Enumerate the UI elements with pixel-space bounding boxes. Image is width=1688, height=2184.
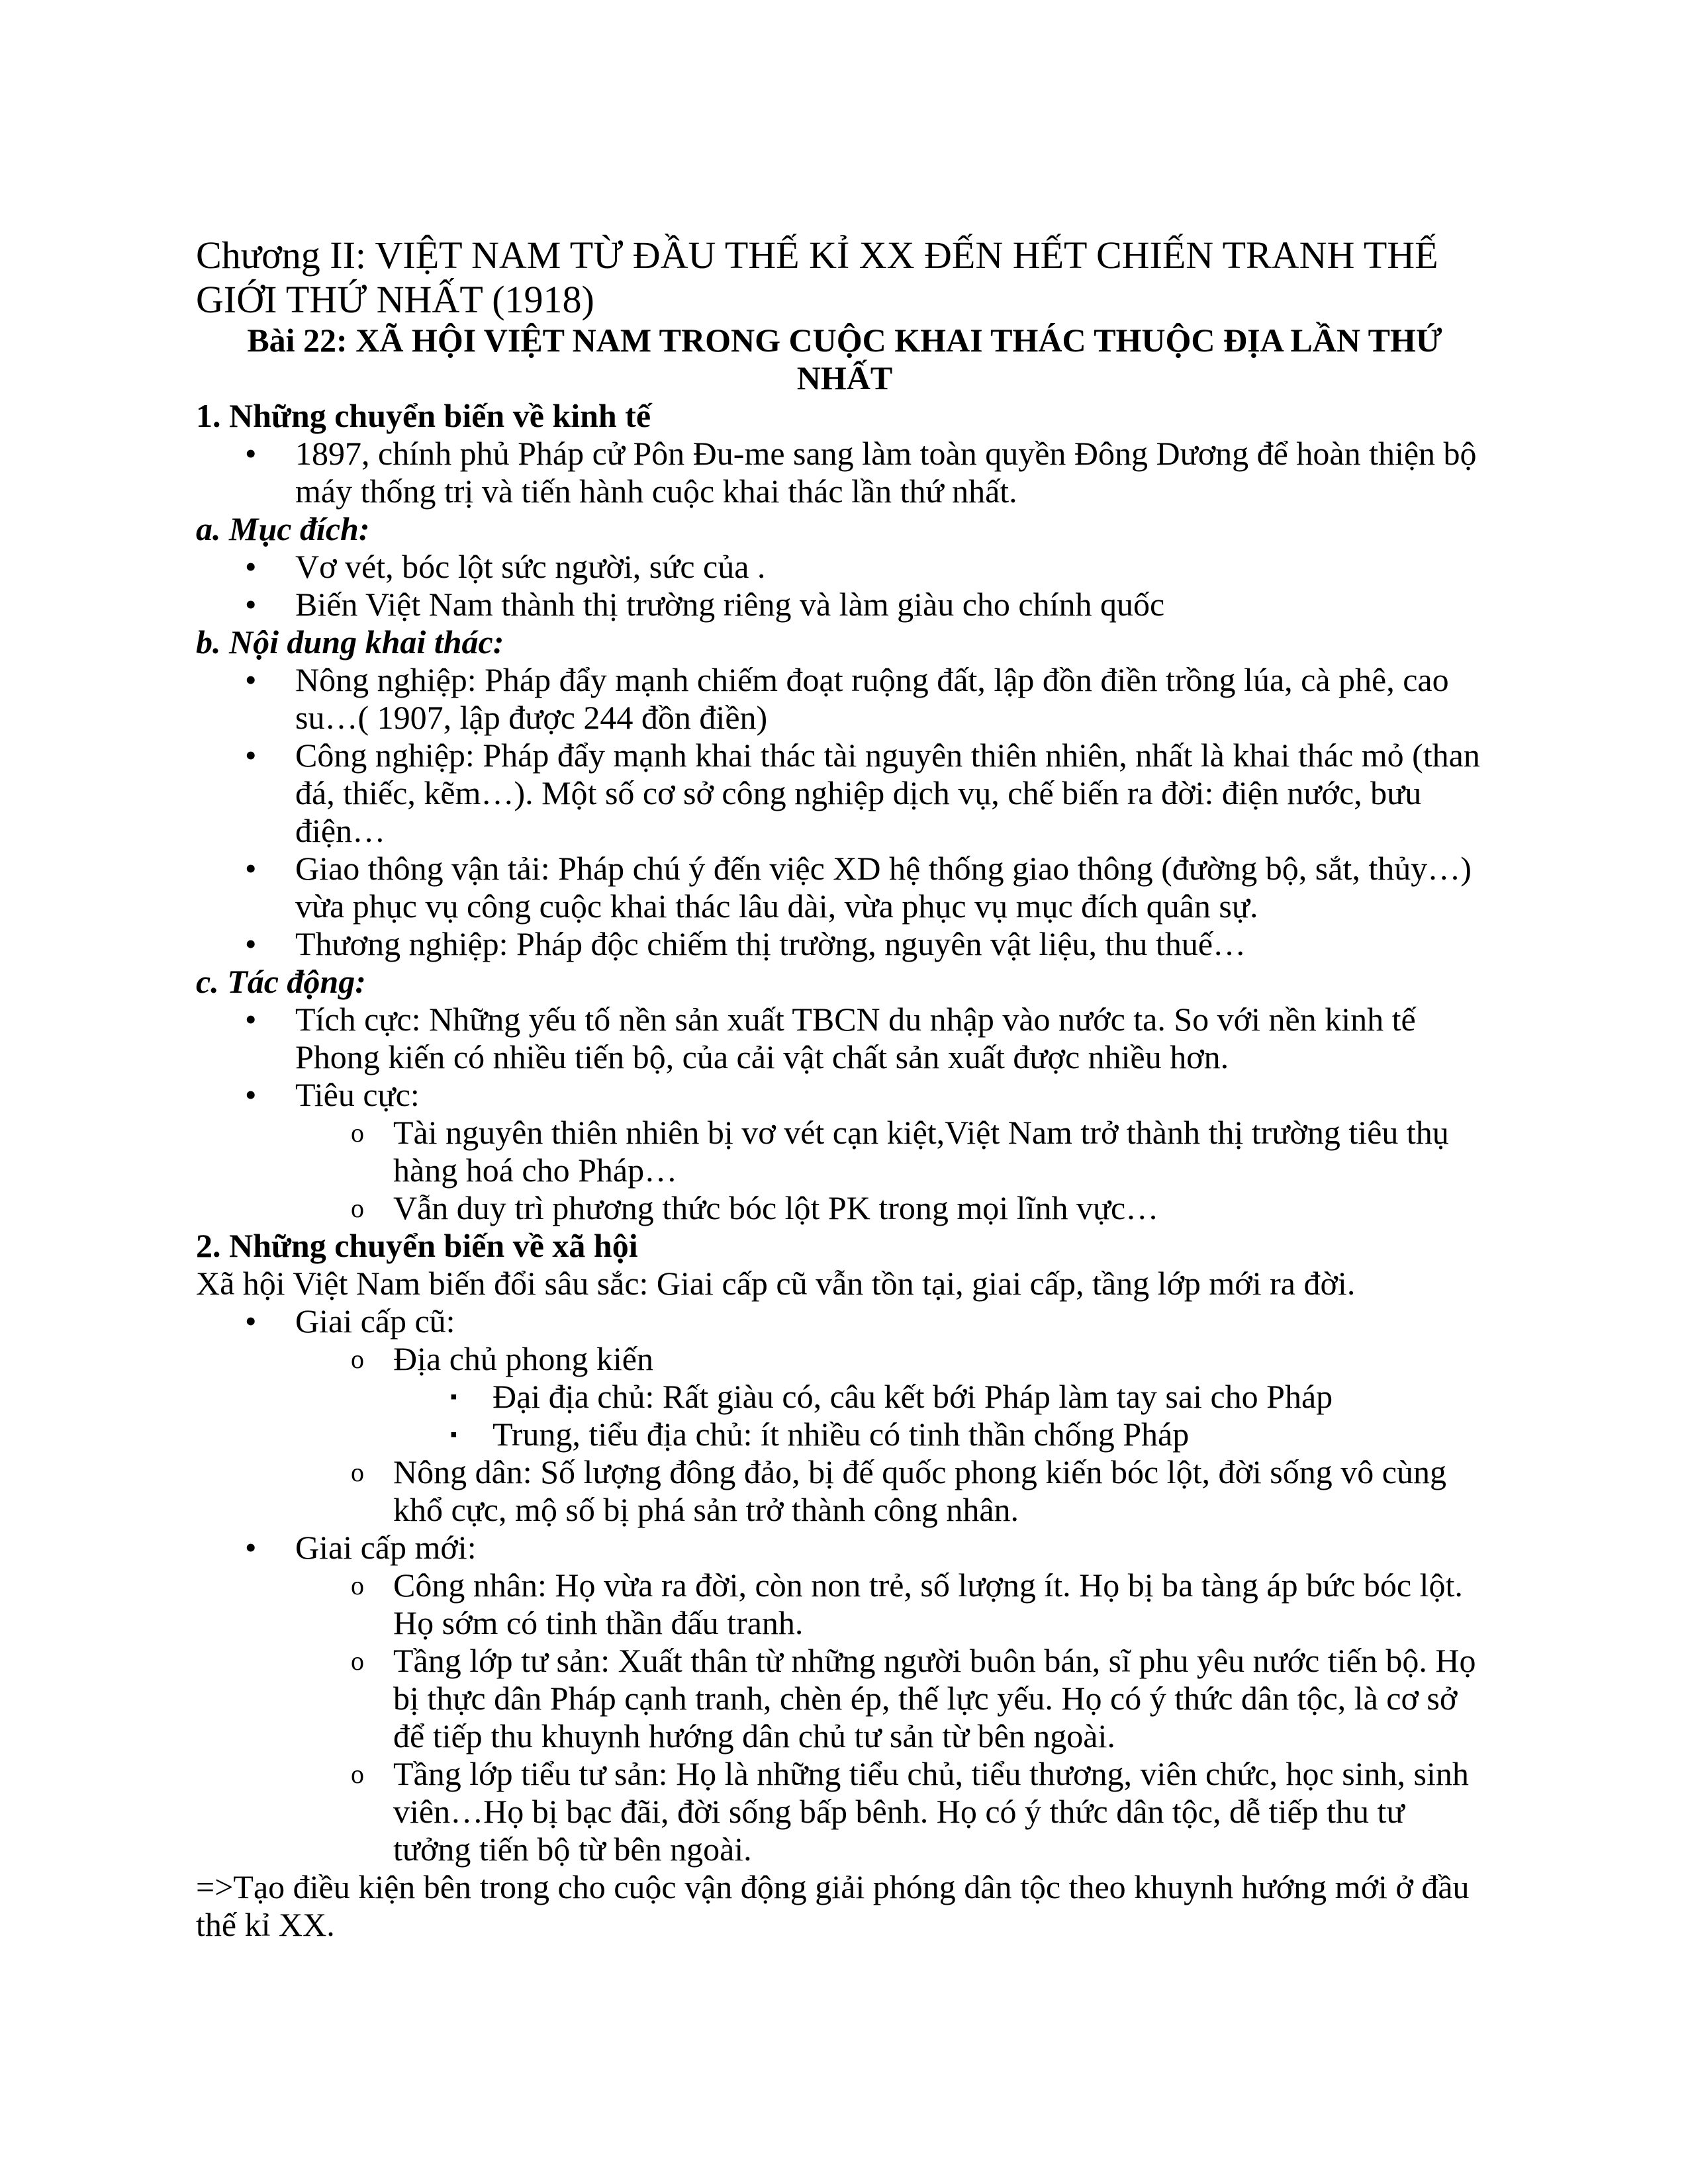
text-line: vừa phục vụ công cuộc khai thác lâu dài, vừa phục vụ mục đích quân sự. bbox=[295, 887, 1258, 925]
bullet-square-icon: ▪ bbox=[450, 1424, 457, 1445]
bullet-square-icon: ▪ bbox=[450, 1386, 457, 1408]
text-line: 1897, chính phủ Pháp cử Pôn Đu-me sang làm toàn quyền Đông Dương để hoàn thiện bộ bbox=[295, 435, 1477, 472]
bullet bbox=[196, 661, 1493, 737]
bullet bbox=[196, 737, 1493, 850]
section-heading bbox=[196, 397, 1493, 435]
text-line: 1. Những chuyển biến về kinh tế bbox=[196, 397, 651, 434]
subheading bbox=[196, 963, 1493, 1001]
text-line: Giai cấp cũ: bbox=[295, 1302, 455, 1340]
bullet bbox=[196, 1189, 1493, 1227]
text-line: Vẫn duy trì phương thức bóc lột PK trong mọi lĩnh vực… bbox=[393, 1189, 1159, 1226]
bullet-dot-icon: • bbox=[245, 1529, 257, 1566]
text-line: Nông dân: Số lượng đông đảo, bị đế quốc phong kiến bóc lột, đời sống vô cùng bbox=[393, 1453, 1446, 1490]
bullet bbox=[196, 1001, 1493, 1076]
text-line: Tầng lớp tiểu tư sản: Họ là những tiểu chủ, tiểu thương, viên chức, học sinh, sinh bbox=[393, 1755, 1469, 1792]
text-line: a. Mục đích: bbox=[196, 510, 370, 547]
text-line: Tiêu cực: bbox=[295, 1076, 420, 1113]
bullet-dot-icon: • bbox=[245, 850, 257, 887]
text-line: bị thực dân Pháp cạnh tranh, chèn ép, thế lực yếu. Họ có ý thức dân tộc, là cơ sở bbox=[393, 1680, 1458, 1717]
bullet bbox=[196, 1302, 1493, 1340]
text-line: Công nhân: Họ vừa ra đời, còn non trẻ, số lượng ít. Họ bị ba tàng áp bức bóc lột. bbox=[393, 1567, 1463, 1604]
document-page bbox=[196, 233, 1493, 1944]
bullet bbox=[196, 586, 1493, 623]
bullet bbox=[196, 1076, 1493, 1114]
bullet-dot-icon: • bbox=[245, 737, 257, 774]
subheading bbox=[196, 510, 1493, 548]
title bbox=[196, 233, 1493, 322]
text-line: su…( 1907, lập được 244 đồn điền) bbox=[295, 699, 768, 736]
text-line: GIỚI THỨ NHẤT (1918) bbox=[196, 278, 594, 321]
bullet-circle-icon: o bbox=[351, 1193, 364, 1223]
bullet bbox=[196, 1378, 1493, 1416]
text-line: Đại địa chủ: Rất giàu có, câu kết bới Pháp làm tay sai cho Pháp bbox=[492, 1378, 1333, 1415]
text-line: Phong kiến có nhiều tiến bộ, của cải vật chất sản xuất được nhiều hơn. bbox=[295, 1038, 1229, 1075]
bullet-dot-icon: • bbox=[245, 548, 257, 585]
paragraph bbox=[196, 1265, 1493, 1302]
bullet-dot-icon: • bbox=[245, 1302, 257, 1340]
text-line: Tích cực: Những yếu tố nền sản xuất TBCN du nhập vào nước ta. So với nền kinh tế bbox=[295, 1001, 1416, 1038]
bullet-circle-icon: o bbox=[351, 1646, 364, 1676]
bullet-dot-icon: • bbox=[245, 586, 257, 623]
bullet bbox=[196, 925, 1493, 963]
section-heading bbox=[196, 1227, 1493, 1265]
bullet bbox=[196, 1453, 1493, 1529]
text-line: Vơ vét, bóc lột sức người, sức của . bbox=[295, 548, 766, 585]
text-line: Họ sớm có tinh thần đấu tranh. bbox=[393, 1604, 804, 1641]
text-line: c. Tác động: bbox=[196, 963, 366, 1000]
text-line: NHẤT bbox=[796, 359, 893, 396]
bullet-dot-icon: • bbox=[245, 1076, 257, 1113]
bullet bbox=[196, 1642, 1493, 1755]
text-line: khổ cực, mộ số bị phá sản trở thành công nhân. bbox=[393, 1491, 1019, 1528]
text-line: 2. Những chuyển biến về xã hội bbox=[196, 1227, 638, 1264]
text-line: Công nghiệp: Pháp đẩy mạnh khai thác tài nguyên thiên nhiên, nhất là khai thác mỏ (than bbox=[295, 737, 1480, 774]
text-line: Giao thông vận tải: Pháp chú ý đến việc XD hệ thống giao thông (đường bộ, sắt, thủy…) bbox=[295, 850, 1472, 887]
bullet bbox=[196, 1340, 1493, 1378]
bullet-dot-icon: • bbox=[245, 435, 257, 472]
text-line: Chương II: VIỆT NAM TỪ ĐẦU THẾ KỈ XX ĐẾN HẾT CHIẾN TRANH THẾ bbox=[196, 234, 1438, 277]
paragraph bbox=[196, 1868, 1493, 1944]
bullet bbox=[196, 1114, 1493, 1189]
text-line: b. Nội dung khai thác: bbox=[196, 623, 504, 660]
bullet bbox=[196, 435, 1493, 510]
bullet-dot-icon: • bbox=[245, 661, 257, 698]
text-line: =>Tạo điều kiện bên trong cho cuộc vận động giải phóng dân tộc theo khuynh hướng mới ở đầu bbox=[196, 1868, 1470, 1905]
text-line: viên…Họ bị bạc đãi, đời sống bấp bênh. Họ có ý thức dân tộc, dễ tiếp thu tư bbox=[393, 1793, 1405, 1830]
text-line: hàng hoá cho Pháp… bbox=[393, 1152, 678, 1189]
bullet-circle-icon: o bbox=[351, 1570, 364, 1600]
text-line: Giai cấp mới: bbox=[295, 1529, 477, 1566]
text-line: tưởng tiến bộ từ bên ngoài. bbox=[393, 1831, 752, 1868]
text-line: Trung, tiểu địa chủ: ít nhiều có tinh thần chống Pháp bbox=[492, 1416, 1190, 1453]
bullet-circle-icon: o bbox=[351, 1457, 364, 1487]
text-line: Tầng lớp tư sản: Xuất thân từ những người buôn bán, sĩ phu yêu nước tiến bộ. Họ bbox=[393, 1642, 1476, 1679]
bullet-circle-icon: o bbox=[351, 1759, 364, 1789]
text-line: Nông nghiệp: Pháp đẩy mạnh chiếm đoạt ruộng đất, lập đồn điền trồng lúa, cà phê, cao bbox=[295, 661, 1449, 698]
bullet bbox=[196, 1567, 1493, 1642]
bullet bbox=[196, 1755, 1493, 1868]
text-line: Địa chủ phong kiến bbox=[393, 1340, 653, 1377]
text-line: điện… bbox=[295, 812, 386, 849]
text-line: để tiếp thu khuynh hướng dân chủ tư sản từ bên ngoài. bbox=[393, 1717, 1115, 1754]
text-line: đá, thiếc, kẽm…). Một số cơ sở công nghiệp dịch vụ, chế biến ra đời: điện nước, bưu bbox=[295, 774, 1422, 811]
bullet bbox=[196, 850, 1493, 925]
text-line: Thương nghiệp: Pháp độc chiếm thị trường, nguyên vật liệu, thu thuế… bbox=[295, 925, 1246, 962]
text-line: Tài nguyên thiên nhiên bị vơ vét cạn kiệt,Việt Nam trở thành thị trường tiêu thụ bbox=[393, 1114, 1449, 1151]
text-line: Bài 22: XÃ HỘI VIỆT NAM TRONG CUỘC KHAI THÁC THUỘC ĐỊA LẦN THỨ bbox=[247, 322, 1442, 359]
bullet bbox=[196, 1416, 1493, 1453]
text-line: thế kỉ XX. bbox=[196, 1906, 335, 1943]
bullet-circle-icon: o bbox=[351, 1344, 364, 1374]
bullet-dot-icon: • bbox=[245, 1001, 257, 1038]
text-line: Xã hội Việt Nam biến đổi sâu sắc: Giai cấp cũ vẫn tồn tại, giai cấp, tầng lớp mới ra đời. bbox=[196, 1265, 1356, 1302]
bullet-circle-icon: o bbox=[351, 1118, 364, 1148]
lesson-title bbox=[196, 322, 1493, 397]
text-line: Biến Việt Nam thành thị trường riêng và làm giàu cho chính quốc bbox=[295, 586, 1165, 623]
subheading bbox=[196, 623, 1493, 661]
text-line: máy thống trị và tiến hành cuộc khai thác lần thứ nhất. bbox=[295, 473, 1017, 510]
bullet-dot-icon: • bbox=[245, 925, 257, 962]
bullet bbox=[196, 1529, 1493, 1567]
bullet bbox=[196, 548, 1493, 586]
